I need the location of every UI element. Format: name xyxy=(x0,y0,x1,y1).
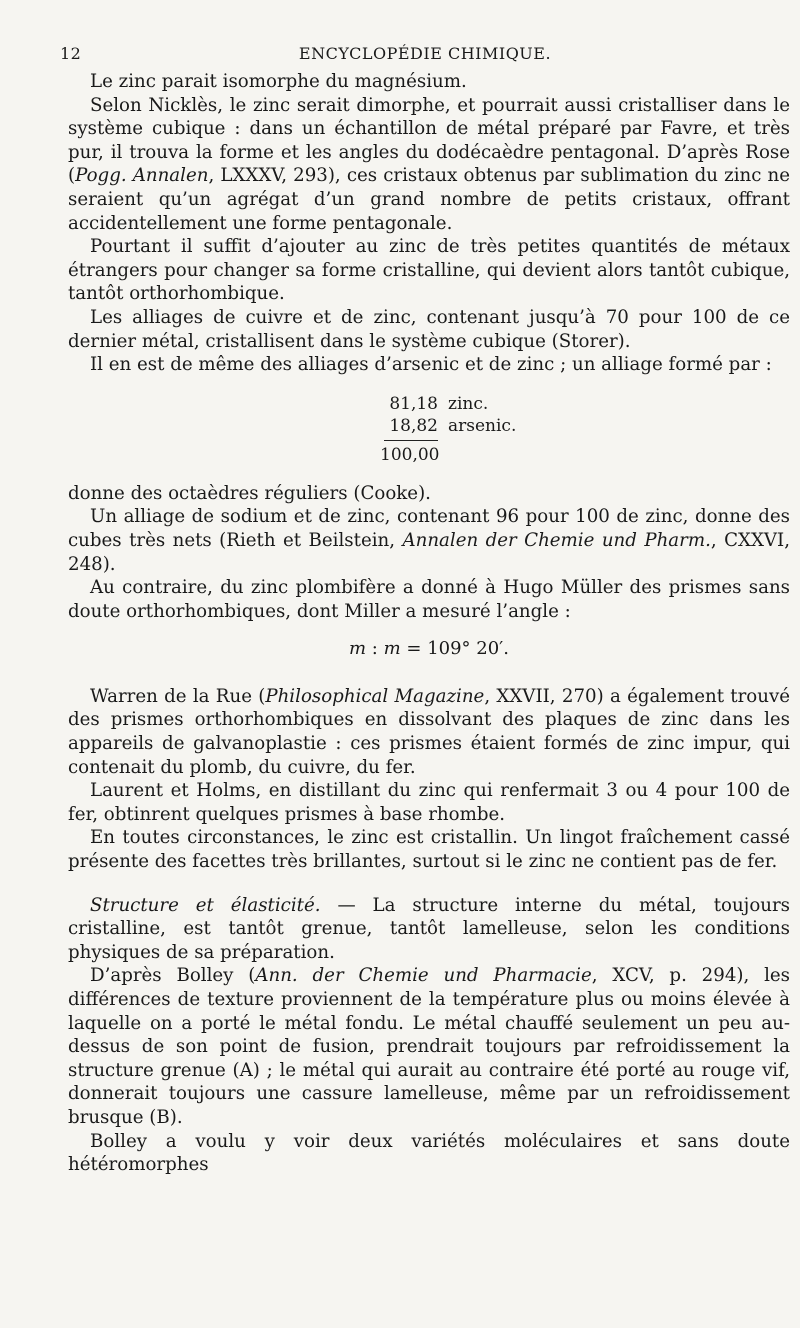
alloy-row xyxy=(380,393,520,415)
alloy-composition xyxy=(68,393,790,466)
citation: Pogg. Annalen xyxy=(75,165,209,187)
paragraph: D’après Bolley (Ann. der Chemie und Pharmacie, XCV, p. 294), les différences de texture proviennent de la température plus ou moins élevée à laquelle on a porté le métal fondu. Le métal chauffé seulement un peu au-dessus de son point de fusion, prendrait toujours par refroidissement la structure grenue (A) ; le métal qui aurait au contraire été porté au rouge vif, donnerait toujours une cassure lamelleuse, même par un refroidissement brusque (B). xyxy=(68,965,790,1128)
paragraph: Les alliages de cuivre et de zinc, contenant jusqu’à 70 pour 100 de ce dernier métal, cristallisent dans le système cubique (Storer). xyxy=(68,306,790,352)
paragraph: donne des octaèdres réguliers (Cooke). xyxy=(68,482,431,504)
paragraph: Warren de la Rue (Philosophical Magazine, XXVII, 270) a également trouvé des prismes orthorhombiques en dissolvant des plaques de zinc dans les appareils de galvanoplastie : ces prismes étaient formés de zinc impur, qui contenait du plomb, du cuivre, du fer. xyxy=(68,685,791,778)
paragraph: Un alliage de sodium et de zinc, contenant 96 pour 100 de zinc, donne des cubes très nets (Rieth et Beilstein, Annalen der Chemie und Pharm., CXXVI, 248). xyxy=(68,506,790,575)
paragraph: Structure et élasticité. — La structure interne du métal, toujours cristalline, est tantôt grenue, tantôt lamelleuse, selon les conditions physiques de sa préparation. xyxy=(68,894,791,963)
alloy-element: zinc. xyxy=(448,393,489,414)
citation: Annalen der Chemie und Pharm. xyxy=(402,529,711,551)
paragraph: Le zinc parait isomorphe du magnésium. xyxy=(90,71,467,92)
alloy-value: 81,18 xyxy=(389,393,438,414)
paragraph: Il en est de même des alliages d’arsenic et de zinc ; un alliage formé par : xyxy=(90,354,772,376)
alloy-value: 18,82 xyxy=(389,415,438,436)
citation: Philosophical Magazine xyxy=(265,685,485,707)
running-title: ENCYCLOPÉDIE CHIMIQUE. xyxy=(298,44,552,63)
alloy-row xyxy=(380,415,520,437)
paragraph: Selon Nicklès, le zinc serait dimorphe, et pourrait aussi cristalliser dans le système cubique : dans un échantillon de métal préparé par Favre, et très pur, il trouva la forme et les angles du dodécaèdre pentagonal. D’après Rose (Pogg. Annalen, LXXXV, 293), ces cristaux obtenus par sublimation du zinc ne seraient qu’un agrégat d’un grand nombre de petits cristaux, offrant accidentellement une forme pentagonale. xyxy=(68,94,791,234)
alloy-element: arsenic. xyxy=(448,415,517,436)
paragraph: Bolley a voulu y voir deux variétés moléculaires et sans doute hétéromorphes xyxy=(68,1130,790,1176)
alloy-total: 100,00 xyxy=(380,444,440,465)
paragraph: Pourtant il suffit d’ajouter au zinc de très petites quantités de métaux étrangers pour changer sa forme cristalline, qui devient alors tantôt cubique, tantôt orthorhombique. xyxy=(68,236,790,305)
paragraph: En toutes circonstances, le zinc est cristallin. Un lingot fraîchement cassé présente des facettes très brillantes, surtout si le zinc ne contient pas de fer. xyxy=(68,827,790,873)
citation: Ann. der Chemie und Pharmacie xyxy=(255,965,592,987)
paragraph: Laurent et Holms, en distillant du zinc qui renfermait 3 ou 4 pour 100 de fer, obtinrent quelques prismes à base rhombe. xyxy=(68,780,790,825)
body-text xyxy=(68,70,790,1177)
angle-formula: m : m = 109° 20′. xyxy=(349,638,509,660)
paragraph: Au contraire, du zinc plombifère a donné à Hugo Müller des prismes sans doute orthorhombiques, dont Miller a mesuré l’angle : xyxy=(68,577,790,622)
sum-rule xyxy=(384,440,438,441)
page-header xyxy=(60,44,790,70)
section-heading: Structure et élasticité. xyxy=(90,894,321,916)
page-number: 12 xyxy=(60,44,82,63)
